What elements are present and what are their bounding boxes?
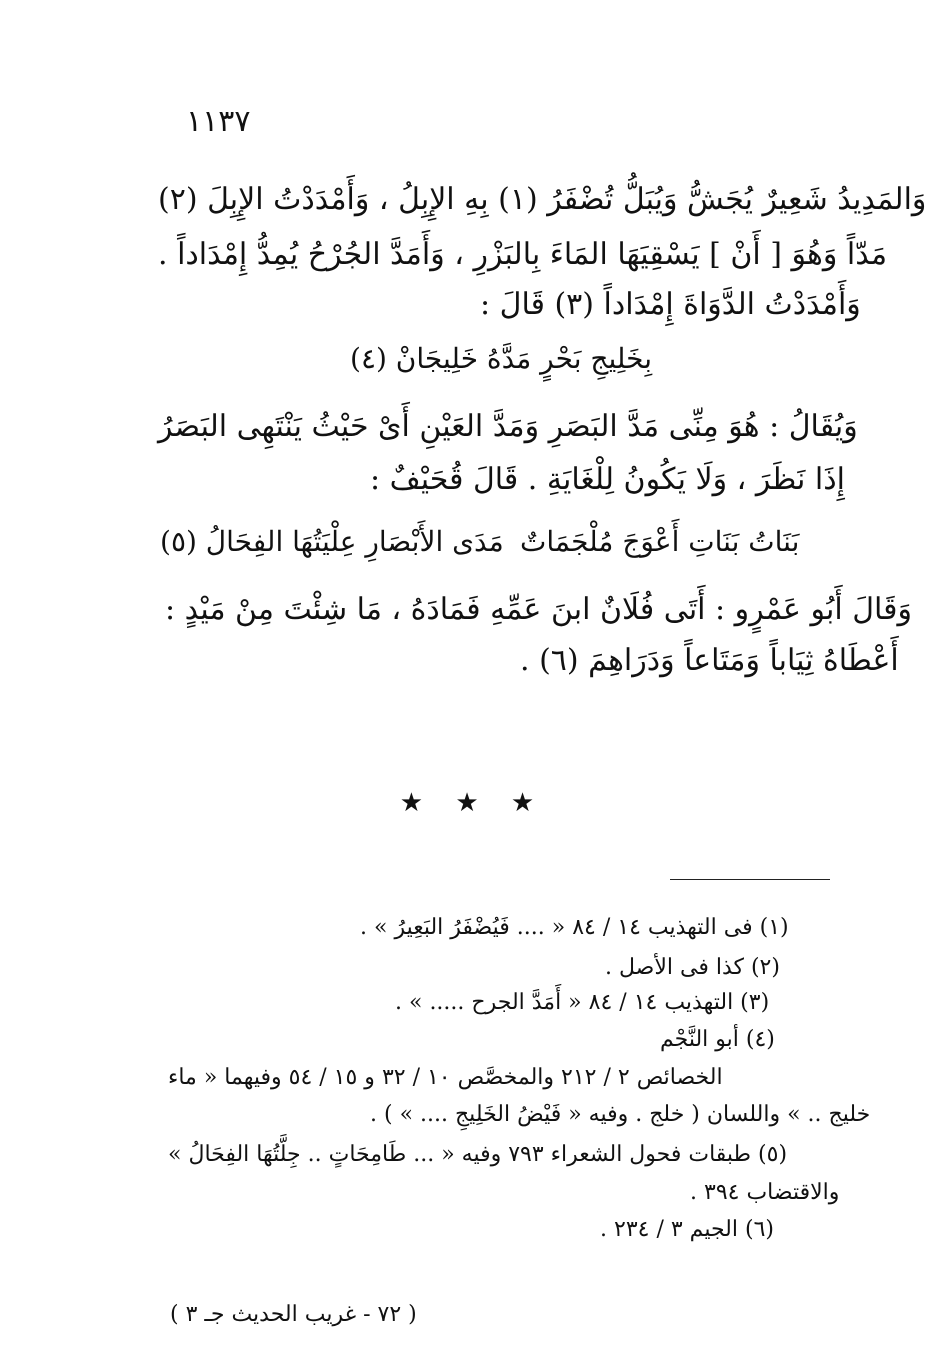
footnote-divider (670, 879, 830, 880)
footnote-6: (٦) الجيم ٣ / ٢٣٤ . (600, 1217, 774, 1242)
paragraph-2-line-2: إِذَا نَظَرَ ، وَلَا يَكُونُ لِلْغَايَةِ . قَالَ قُحَيْفٌ : (370, 462, 845, 497)
paragraph-1-line-3: وَأَمْدَدْتُ الدَّوَاةَ إِمْدَاداً (٣) قَالَ : (480, 287, 861, 322)
footnote-5: (٥) طبقات فحول الشعراء ٧٩٣ وفيه « ... طَامِحَاتٍ .. جِلَّتُهَا الفِحَالُ » (168, 1142, 788, 1167)
paragraph-3-line-2: أَعْطَاهُ ثِيَاباً وَمَتَاعاً وَدَرَاهِمَ (٦) . (520, 643, 899, 678)
footnote-4: (٤) أبو النَّجْم (660, 1027, 775, 1052)
footnote-2: (٢) كذا فى الأصل . (605, 955, 780, 980)
footnote-4-continued-line-1: الخصائص ٢ / ٢١٢ والمخصَّص ١٠ / ٣٢ و ١٥ / ٥٤ وفيهما « ماء (168, 1065, 723, 1090)
footnote-5-continued: والاقتضاب ٣٩٤ . (690, 1180, 840, 1205)
verse-2-first-hemistich: بَنَاتُ بَنَاتِ أَعْوَجَ مُلْجَمَاتٌ (520, 525, 800, 558)
footnote-4-continued-line-2: خليج .. » واللسان ( خلج . وفيه « فَيْضُ الخَلِيجِ .... » ) . (370, 1102, 871, 1127)
footnote-1: (١) فى التهذيب ١٤ / ٨٤ « .... فَيُضْفَرُ البَعِيرُ » . (360, 915, 789, 940)
section-separator: ★ ★ ★ (399, 788, 547, 818)
page-number: ١١٣٧ (186, 104, 251, 139)
paragraph-1-line-2: مَدّاً وَهُوَ [ أَنْ ] يَسْقِيَهَا المَاءَ بِالبَزْرِ ، وَأَمَدَّ الجُرْحُ يُمِدُّ إِمْدَاداً . (158, 237, 888, 272)
paragraph-3-line-1: وَقَالَ أَبُو عَمْرٍو : أَتَى فُلَانٌ ابنَ عَمِّهِ فَمَادَهُ ، مَا شِئْتَ مِنْ مَيْدٍ : (165, 592, 912, 627)
verse-1: بِخَلِيجِ بَحْرٍ مَدَّهُ خَلِيجَانْ (٤) (350, 342, 653, 375)
paragraph-1-line-1: وَالمَدِيدُ شَعِيرٌ يُجَشُّ وَيُبَلُّ تُضْفَرُ (١) بِهِ الإِبِلُ ، وَأَمْدَدْتُ الإِبِلَ (٢) (158, 182, 927, 217)
verse-2-second-hemistich: مَدَى الأَبْصَارِ عِلْيَتُهَا الفِحَالُ (٥) (160, 525, 504, 558)
paragraph-2-line-1: وَيُقَالُ : هُوَ مِنِّى مَدَّ البَصَرِ وَمَدَّ العَيْنِ أَىْ حَيْثُ يَنْتَهِى البَصَرُ (158, 409, 858, 444)
footnote-3: (٣) التهذيب ١٤ / ٨٤ « أَمَدَّ الجرح ..... » . (395, 990, 770, 1015)
page-footer: ( ٧٢ - غريب الحديث جـ ٣ ) (170, 1302, 417, 1327)
